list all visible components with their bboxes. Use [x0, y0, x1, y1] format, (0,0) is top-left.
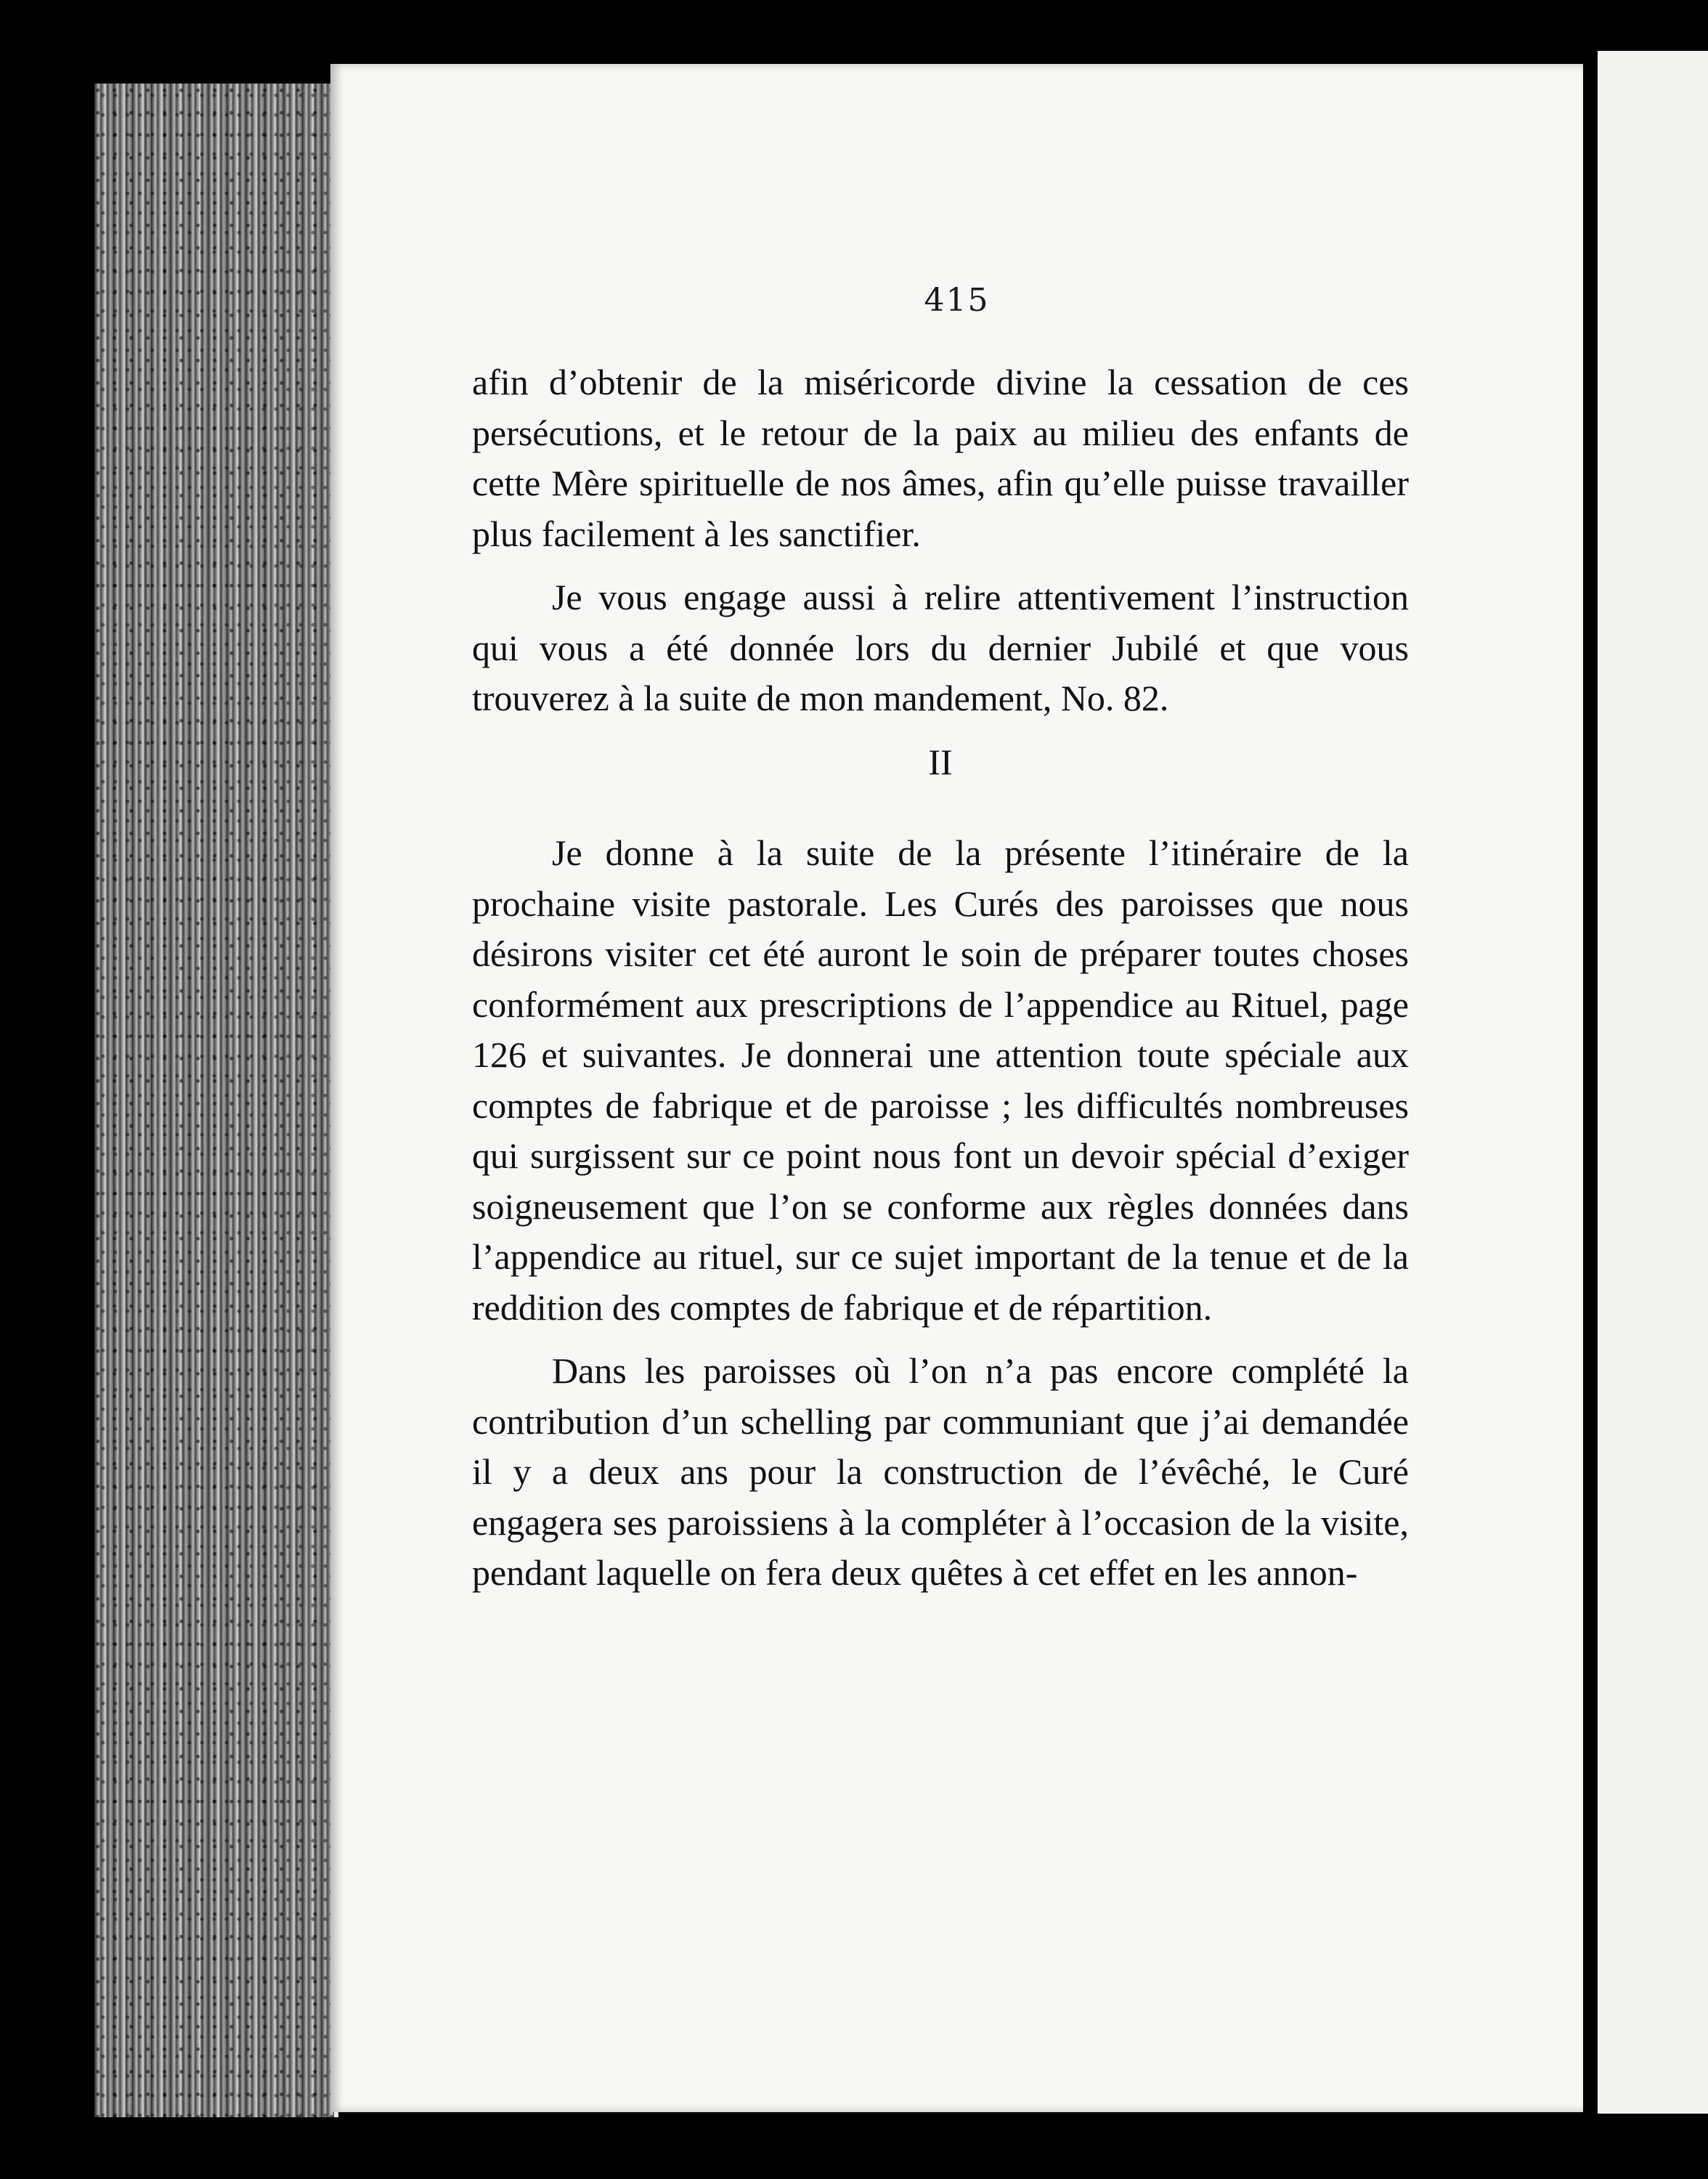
page-number: 415 — [924, 282, 990, 319]
book-page-edges — [94, 84, 338, 2117]
paragraph-1: afin d’obtenir de la miséricorde divine la cessation de ces persécutions, et le retour de la paix au milieu des enfants de cette Mère spirituelle de nos âmes, afin qu’elle puisse travailler plus facilement à les sanctifier. — [472, 362, 1409, 554]
section-heading: II — [928, 741, 953, 782]
page-text — [472, 357, 1409, 1599]
book-page — [330, 64, 1583, 2112]
paragraph-4: Dans les paroisses où l’on n’a pas encore complété la contribution d’un schelling par communiant que j’ai demandée il y a deux ans pour la construction de l’évêché, le Curé engagera ses paroissiens à la compléter à l’occasion de la visite, pendant laquelle on fera deux quêtes à cet effet en les annon- — [472, 1350, 1409, 1593]
paragraph-3: Je donne à la suite de la présente l’itinéraire de la prochaine visite pastorale. Les Curés des paroisses que nous désirons visiter cet été auront le soin de préparer toutes choses conformément aux prescriptions de l’appendice au Rituel, page 126 et suivantes. Je donnerai une attention toute spéciale aux comptes de fabrique et de paroisse ; les difficultés nombreuses qui surgissent sur ce point nous font un devoir spécial d’exiger soigneusement que l’on se conforme aux règles données dans l’appendice au rituel, sur ce sujet important de la tenue et de la reddition des comptes de fabrique et de répartition. — [472, 832, 1409, 1328]
adjacent-page — [1598, 51, 1708, 2114]
paragraph-2: Je vous engage aussi à relire attentivement l’instruction qui vous a été donnée lors du dernier Jubilé et que vous trouverez à la suite de mon mandement, No. 82. — [472, 577, 1409, 718]
